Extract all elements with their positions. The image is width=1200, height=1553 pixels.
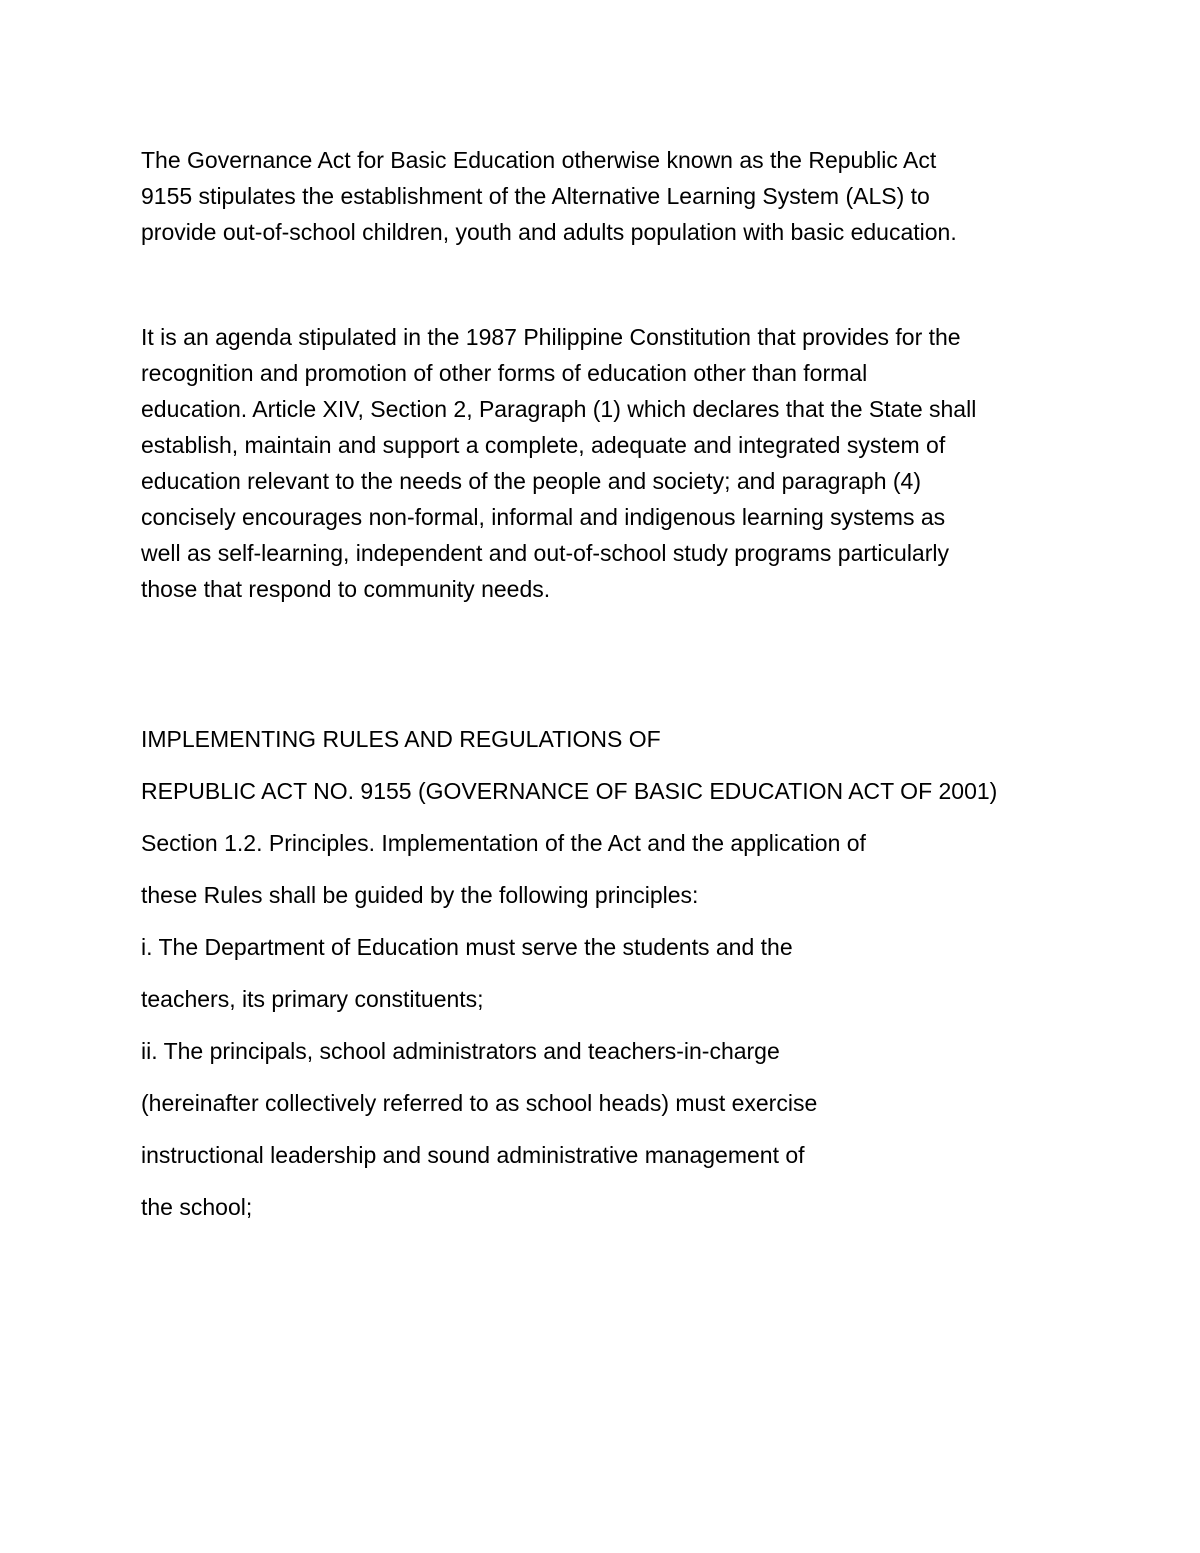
text-line: The Governance Act for Basic Education otherwise known as the Republic Act <box>141 147 937 173</box>
paragraph-ra-9155-intro <box>141 142 1071 250</box>
text-line: well as self-learning, independent and out-of-school study programs particularly <box>141 540 949 566</box>
text-line: concisely encourages non-formal, informal and indigenous learning systems as <box>141 504 946 530</box>
text-line: these Rules shall be guided by the following principles: <box>141 882 699 908</box>
text-line: It is an agenda stipulated in the 1987 Philippine Constitution that provides for the <box>141 324 961 350</box>
text-line: Section 1.2. Principles. Implementation of the Act and the application of <box>141 830 866 856</box>
text-line: i. The Department of Education must serve the students and the <box>141 934 793 960</box>
paragraph-spacer <box>141 250 1071 319</box>
document-body <box>141 142 1071 1241</box>
text-line: instructional leadership and sound administrative management of <box>141 1142 805 1168</box>
text-line: those that respond to community needs. <box>141 576 551 602</box>
text-line: ii. The principals, school administrators and teachers-in-charge <box>141 1038 780 1064</box>
text-line: establish, maintain and support a complete, adequate and integrated system of <box>141 432 946 458</box>
section-spacer <box>141 607 1071 721</box>
paragraph-constitution <box>141 319 1071 607</box>
text-line: education relevant to the needs of the people and society; and paragraph (4) <box>141 468 921 494</box>
section-heading-line: IMPLEMENTING RULES AND REGULATIONS OF <box>141 726 661 752</box>
text-line: the school; <box>141 1194 253 1220</box>
text-line: (hereinafter collectively referred to as school heads) must exercise <box>141 1090 818 1116</box>
text-line: teachers, its primary constituents; <box>141 986 484 1012</box>
text-line: 9155 stipulates the establishment of the Alternative Learning System (ALS) to <box>141 183 930 209</box>
text-line: education. Article XIV, Section 2, Paragraph (1) which declares that the State shall <box>141 396 977 422</box>
irr-section <box>141 721 1071 1241</box>
text-line: recognition and promotion of other forms of education other than formal <box>141 360 868 386</box>
section-heading-line: REPUBLIC ACT NO. 9155 (GOVERNANCE OF BASIC EDUCATION ACT OF 2001) <box>141 778 998 804</box>
text-line: provide out-of-school children, youth and adults population with basic education. <box>141 219 957 245</box>
